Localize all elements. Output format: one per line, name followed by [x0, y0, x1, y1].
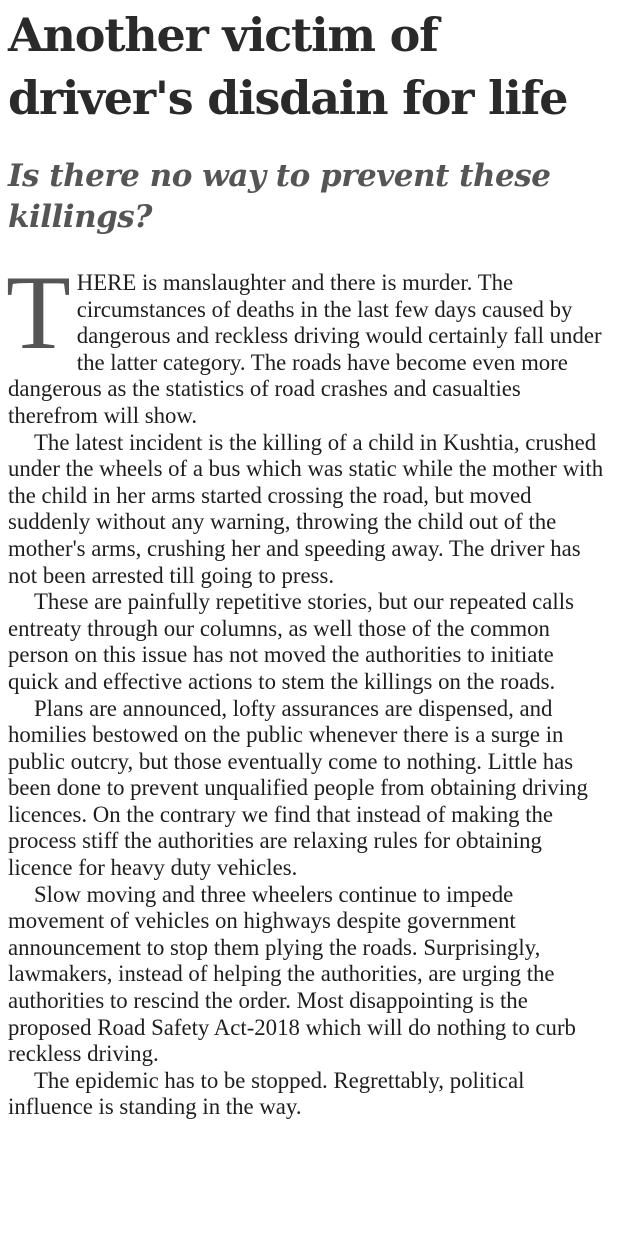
article-body	[6, 254, 605, 1121]
paragraph-1	[6, 254, 605, 430]
paragraph-3: These are painfully repetitive stories, but our repeated calls entreaty through our columns, as well those of the common person on this issue has not moved the authorities to initiate quick and effective actions to stem the killings on the roads.	[8, 589, 574, 694]
drop-cap: T	[6, 254, 71, 371]
paragraph-1-text: HERE is manslaughter and there is murder. The circumstances of deaths in the last few days caused by dangerous and reckless driving would certainly fall under the latter category. The roads have become even more dangerous as the statistics of road crashes and casualties therefrom will show.	[8, 270, 602, 428]
paragraph-6: The epidemic has to be stopped. Regrettably, political influence is standing in the way.	[8, 1067, 525, 1120]
paragraph-2: The latest incident is the killing of a child in Kushtia, crushed under the wheels of a bus which was static while the mother with the child in her arms started crossing the road, but moved suddenly without any warning, throwing the child out of the mother's arms, crushing her and speeding away. The driver has not been arrested till going to press.	[8, 429, 604, 588]
headline: Another victim of driver's disdain for life	[8, 8, 568, 125]
subheadline: Is there no way to prevent these killings?	[8, 158, 551, 235]
paragraph-4: Plans are announced, lofty assurances are dispensed, and homilies bestowed on the public whenever there is a surge in public outcry, but those eventually come to nothing. Little has been done to prevent unqualified people from obtaining driving licences. On the contrary we find that instead of making the process stiff the authorities are relaxing rules for obtaining licence for heavy duty vehicles.	[8, 695, 588, 881]
paragraph-5: Slow moving and three wheelers continue to impede movement of vehicles on highways despite government announcement to stop them plying the roads. Surprisingly, lawmakers, instead of helping the authorities, are urging the authorities to rescind the order. Most disappointing is the proposed Road Safety Act-2018 which will do nothing to curb reckless driving.	[8, 881, 576, 1067]
